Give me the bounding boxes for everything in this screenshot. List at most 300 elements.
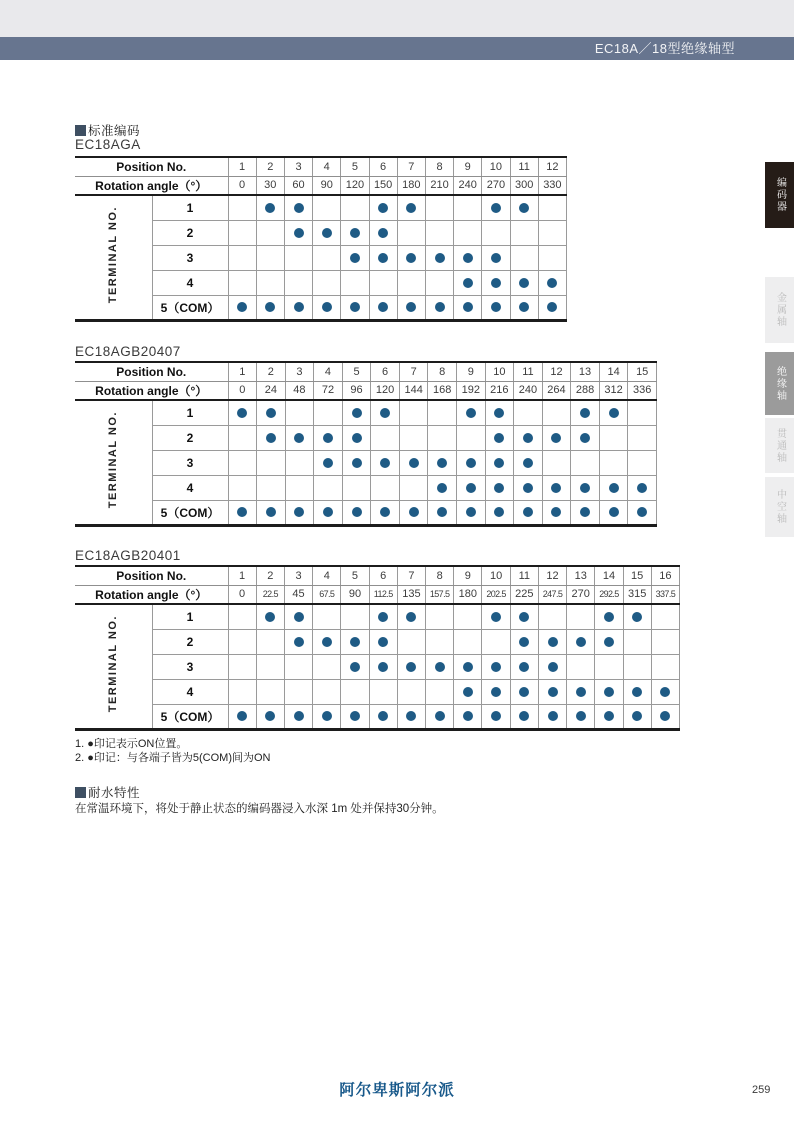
rotation-angle-row [75, 176, 567, 195]
rotation-angle-cell: 120 [371, 381, 400, 400]
dot-cell [369, 629, 397, 654]
dot-cell [342, 425, 371, 450]
rotation-angle-cell: 112.5 [369, 585, 397, 604]
on-dot-icon [491, 278, 501, 288]
on-dot-icon [548, 687, 558, 697]
on-dot-icon [294, 203, 304, 213]
on-dot-icon [548, 662, 558, 672]
dot-cell [426, 704, 454, 729]
table-title-ec18aga: EC18AGA [75, 137, 141, 152]
on-dot-icon [352, 408, 362, 418]
terminal-row [75, 704, 680, 729]
position-cell: 13 [567, 566, 595, 585]
on-dot-icon [294, 711, 304, 721]
terminal-no-header [75, 195, 152, 320]
dot-cell [457, 400, 486, 425]
dot-cell [256, 604, 284, 629]
rotation-angle-cell: 270 [567, 585, 595, 604]
footer-brand: 阿尔卑斯阿尔派 [339, 1082, 455, 1099]
on-dot-icon [378, 662, 388, 672]
on-dot-icon [437, 507, 447, 517]
dot-cell [428, 425, 457, 450]
position-cell: 2 [256, 157, 284, 176]
on-dot-icon [494, 408, 504, 418]
dot-cell [623, 704, 651, 729]
dot-cell [599, 425, 628, 450]
on-dot-icon [519, 278, 529, 288]
rotation-angle-cell: 90 [313, 176, 341, 195]
rotation-angle-cell: 96 [342, 381, 371, 400]
rotation-angle-cell: 330 [538, 176, 566, 195]
dot-cell [228, 679, 256, 704]
dot-cell [256, 220, 284, 245]
dot-cell [256, 245, 284, 270]
on-dot-icon [551, 483, 561, 493]
dot-cell [628, 500, 657, 525]
dot-cell [628, 450, 657, 475]
rotation-angle-cell: 225 [510, 585, 538, 604]
on-dot-icon [551, 507, 561, 517]
on-dot-icon [406, 711, 416, 721]
rotation-angle-cell: 22.5 [256, 585, 284, 604]
position-cell: 11 [510, 566, 538, 585]
on-dot-icon [632, 711, 642, 721]
rotation-angle-cell: 0 [228, 381, 257, 400]
on-dot-icon [350, 711, 360, 721]
on-dot-icon [609, 408, 619, 418]
position-cell: 11 [514, 362, 543, 381]
dot-cell [257, 475, 286, 500]
dot-cell [256, 195, 284, 220]
position-row [75, 566, 680, 585]
on-dot-icon [380, 458, 390, 468]
dot-cell [595, 679, 623, 704]
page-number: 259 [752, 1084, 771, 1096]
on-dot-icon [466, 458, 476, 468]
rotation-angle-cell: 210 [425, 176, 453, 195]
dot-cell [425, 245, 453, 270]
terminal-row [75, 400, 657, 425]
page-header-bar [0, 37, 794, 60]
on-dot-icon [580, 408, 590, 418]
dot-cell [256, 295, 284, 320]
dot-cell [538, 704, 566, 729]
on-dot-icon [491, 612, 501, 622]
position-cell: 2 [257, 362, 286, 381]
on-dot-icon [435, 302, 445, 312]
dot-cell [595, 654, 623, 679]
on-dot-icon [466, 408, 476, 418]
dot-cell [228, 629, 256, 654]
terminal-no-header [75, 400, 152, 525]
side-tab-metal-shaft [765, 277, 794, 343]
position-cell: 15 [623, 566, 651, 585]
section-title: 标准编码 [88, 124, 141, 138]
position-cell: 9 [454, 566, 482, 585]
on-dot-icon [265, 612, 275, 622]
side-tab-label: 中空轴 [774, 489, 786, 525]
dot-cell [284, 654, 312, 679]
dot-cell [228, 604, 256, 629]
dot-cell [454, 704, 482, 729]
dot-cell [595, 629, 623, 654]
on-dot-icon [406, 253, 416, 263]
position-cell: 11 [510, 157, 538, 176]
position-cell: 10 [482, 157, 510, 176]
position-cell: 16 [651, 566, 679, 585]
dot-cell [457, 475, 486, 500]
dot-cell [538, 295, 566, 320]
on-dot-icon [352, 458, 362, 468]
on-dot-icon [609, 507, 619, 517]
rotation-angle-cell: 45 [284, 585, 312, 604]
on-dot-icon [237, 302, 247, 312]
dot-cell [313, 220, 341, 245]
rotation-angle-cell: 202.5 [482, 585, 510, 604]
position-cell: 8 [428, 362, 457, 381]
terminal-no-text: TERMINAL NO. [107, 206, 120, 304]
dot-cell [514, 425, 543, 450]
dot-cell [542, 475, 571, 500]
on-dot-icon [237, 711, 247, 721]
on-dot-icon [466, 483, 476, 493]
dot-cell [651, 654, 679, 679]
dot-cell [485, 500, 514, 525]
rotation-angle-cell: 300 [510, 176, 538, 195]
position-cell: 3 [284, 566, 312, 585]
dot-cell [285, 425, 314, 450]
on-dot-icon [237, 408, 247, 418]
dot-cell [314, 475, 343, 500]
position-cell: 9 [454, 157, 482, 176]
rotation-angle-cell: 0 [228, 585, 256, 604]
rotation-angle-cell: 240 [514, 381, 543, 400]
dot-cell [567, 629, 595, 654]
dot-cell [228, 245, 256, 270]
dot-cell [454, 629, 482, 654]
on-dot-icon [523, 433, 533, 443]
on-dot-icon [266, 507, 276, 517]
dot-cell [313, 654, 341, 679]
terminal-number: 4 [152, 679, 228, 704]
on-position-table [75, 361, 657, 527]
dot-cell [341, 629, 369, 654]
dot-cell [482, 195, 510, 220]
on-dot-icon [494, 483, 504, 493]
rotation-angle-cell: 157.5 [426, 585, 454, 604]
position-label: Position No. [75, 566, 228, 585]
dot-cell [538, 679, 566, 704]
position-cell: 6 [371, 362, 400, 381]
dot-cell [454, 679, 482, 704]
dot-cell [313, 245, 341, 270]
dot-cell [369, 195, 397, 220]
dot-cell [454, 270, 482, 295]
dot-cell [397, 654, 425, 679]
on-dot-icon [491, 662, 501, 672]
terminal-row [75, 450, 657, 475]
dot-cell [510, 195, 538, 220]
position-cell: 5 [341, 566, 369, 585]
position-cell: 10 [485, 362, 514, 381]
dot-cell [510, 270, 538, 295]
position-cell: 13 [571, 362, 600, 381]
dot-cell [482, 604, 510, 629]
on-dot-icon [660, 711, 670, 721]
position-cell: 12 [542, 362, 571, 381]
terminal-number: 2 [152, 629, 228, 654]
position-cell: 4 [313, 566, 341, 585]
on-dot-icon [322, 302, 332, 312]
dot-cell [371, 425, 400, 450]
rotation-angle-cell: 240 [454, 176, 482, 195]
on-dot-icon [323, 507, 333, 517]
on-dot-icon [350, 253, 360, 263]
note-line: 2. ●印记：与各端子皆为5(COM)间为ON [75, 751, 271, 764]
dot-cell [397, 679, 425, 704]
rotation-angle-cell: 337.5 [651, 585, 679, 604]
dot-cell [482, 629, 510, 654]
on-dot-icon [463, 278, 473, 288]
dot-cell [510, 220, 538, 245]
dot-cell [482, 679, 510, 704]
dot-cell [228, 425, 257, 450]
dot-cell [538, 270, 566, 295]
on-dot-icon [350, 637, 360, 647]
dot-cell [482, 654, 510, 679]
on-dot-icon [523, 458, 533, 468]
dot-cell [538, 629, 566, 654]
dot-cell [623, 629, 651, 654]
dot-cell [599, 500, 628, 525]
on-dot-icon [437, 483, 447, 493]
position-cell: 10 [482, 566, 510, 585]
dot-cell [313, 704, 341, 729]
on-dot-icon [294, 302, 304, 312]
dot-cell [571, 475, 600, 500]
dot-cell [341, 270, 369, 295]
dot-cell [371, 475, 400, 500]
section-title: 耐水特性 [88, 786, 141, 800]
on-dot-icon [463, 687, 473, 697]
terminal-no-text: TERMINAL NO. [107, 615, 120, 713]
dot-cell [623, 679, 651, 704]
dot-cell [369, 295, 397, 320]
dot-cell [457, 500, 486, 525]
terminal-number: 5（COM） [152, 295, 228, 320]
on-dot-icon [519, 662, 529, 672]
position-cell: 12 [538, 157, 566, 176]
on-dot-icon [435, 253, 445, 263]
dot-cell [454, 604, 482, 629]
water-resistance-body: 在常温环境下，将处于静止状态的编码器浸入水深 1m 处并保持30分钟。 [75, 803, 444, 815]
on-dot-icon [491, 687, 501, 697]
dot-cell [397, 704, 425, 729]
position-cell: 5 [342, 362, 371, 381]
on-dot-icon [604, 637, 614, 647]
on-dot-icon [378, 228, 388, 238]
position-cell: 9 [457, 362, 486, 381]
dot-cell [228, 500, 257, 525]
on-dot-icon [406, 302, 416, 312]
rotation-angle-cell: 120 [341, 176, 369, 195]
on-dot-icon [378, 302, 388, 312]
dot-cell [510, 245, 538, 270]
on-dot-icon [604, 711, 614, 721]
rotation-angle-cell: 90 [341, 585, 369, 604]
dot-cell [228, 475, 257, 500]
on-dot-icon [435, 711, 445, 721]
rotation-angle-cell: 192 [457, 381, 486, 400]
dot-cell [314, 425, 343, 450]
position-cell: 6 [369, 566, 397, 585]
dot-cell [371, 400, 400, 425]
on-dot-icon [519, 612, 529, 622]
dot-cell [399, 425, 428, 450]
dot-cell [228, 654, 256, 679]
dot-cell [341, 295, 369, 320]
position-cell: 7 [399, 362, 428, 381]
on-dot-icon [632, 687, 642, 697]
on-dot-icon [323, 433, 333, 443]
position-label: Position No. [75, 157, 228, 176]
dot-cell [426, 604, 454, 629]
on-dot-icon [294, 612, 304, 622]
table-title-ec18agb20407: EC18AGB20407 [75, 344, 181, 359]
dot-cell [628, 400, 657, 425]
position-cell: 1 [228, 566, 256, 585]
side-tab-label: 贯通轴 [774, 427, 786, 464]
position-cell: 1 [228, 157, 256, 176]
dot-cell [369, 245, 397, 270]
position-cell: 4 [313, 157, 341, 176]
dot-cell [623, 654, 651, 679]
on-dot-icon [294, 433, 304, 443]
rotation-angle-cell: 135 [397, 585, 425, 604]
dot-cell [342, 450, 371, 475]
dot-cell [595, 604, 623, 629]
dot-cell [256, 629, 284, 654]
on-dot-icon [435, 662, 445, 672]
on-dot-icon [350, 228, 360, 238]
dot-cell [623, 604, 651, 629]
position-cell: 5 [341, 157, 369, 176]
on-dot-icon [548, 711, 558, 721]
dot-cell [425, 195, 453, 220]
dot-cell [538, 195, 566, 220]
page-header-title: EC18A／18型绝缘轴型 [594, 41, 735, 56]
on-dot-icon [352, 507, 362, 517]
dot-cell [285, 450, 314, 475]
dot-cell [342, 500, 371, 525]
dot-cell [428, 475, 457, 500]
dot-cell [285, 400, 314, 425]
on-dot-icon [547, 278, 557, 288]
rotation-angle-cell: 264 [542, 381, 571, 400]
rotation-angle-cell: 0 [228, 176, 256, 195]
rotation-angle-cell: 216 [485, 381, 514, 400]
dot-cell [567, 679, 595, 704]
note-line: 1. ●印记表示ON位置。 [75, 738, 188, 750]
dot-cell [397, 295, 425, 320]
dot-cell [482, 295, 510, 320]
dot-cell [228, 450, 257, 475]
dot-cell [399, 475, 428, 500]
rotation-angle-cell: 247.5 [538, 585, 566, 604]
terminal-row [75, 654, 680, 679]
side-tab-through-shaft [765, 418, 794, 473]
on-dot-icon [237, 507, 247, 517]
rotation-angle-label: Rotation angle（°） [75, 176, 228, 195]
dot-cell [284, 629, 312, 654]
position-label: Position No. [75, 362, 228, 381]
terminal-number: 4 [152, 475, 228, 500]
dot-cell [571, 400, 600, 425]
terminal-number: 1 [152, 400, 228, 425]
dot-cell [454, 195, 482, 220]
on-dot-icon [350, 662, 360, 672]
dot-cell [369, 654, 397, 679]
on-dot-icon [523, 507, 533, 517]
on-dot-icon [294, 637, 304, 647]
on-dot-icon [406, 203, 416, 213]
dot-cell [599, 450, 628, 475]
on-dot-icon [406, 612, 416, 622]
dot-cell [369, 604, 397, 629]
dot-cell [428, 500, 457, 525]
dot-cell [457, 425, 486, 450]
dot-cell [567, 704, 595, 729]
dot-cell [538, 245, 566, 270]
dot-cell [628, 475, 657, 500]
on-dot-icon [519, 203, 529, 213]
dot-cell [397, 629, 425, 654]
position-cell: 3 [284, 157, 312, 176]
dot-cell [482, 245, 510, 270]
on-position-table [75, 156, 567, 322]
on-dot-icon [463, 253, 473, 263]
dot-cell [426, 654, 454, 679]
on-dot-icon [637, 483, 647, 493]
dot-cell [342, 475, 371, 500]
on-dot-icon [609, 483, 619, 493]
terminal-number: 5（COM） [152, 704, 228, 729]
on-dot-icon [494, 507, 504, 517]
terminal-row [75, 629, 680, 654]
terminal-number: 1 [152, 604, 228, 629]
rotation-angle-cell: 144 [399, 381, 428, 400]
on-dot-icon [294, 507, 304, 517]
side-tab-hollow-shaft [765, 477, 794, 537]
dot-cell [514, 400, 543, 425]
on-dot-icon [548, 637, 558, 647]
on-dot-icon [380, 408, 390, 418]
dot-cell [510, 604, 538, 629]
dot-cell [482, 270, 510, 295]
side-tab-label: 编码器 [774, 177, 786, 213]
dot-cell [457, 450, 486, 475]
dot-cell [256, 654, 284, 679]
on-dot-icon [409, 458, 419, 468]
on-dot-icon [491, 302, 501, 312]
on-dot-icon [437, 458, 447, 468]
dot-cell [314, 450, 343, 475]
on-dot-icon [406, 662, 416, 672]
on-dot-icon [378, 203, 388, 213]
on-dot-icon [519, 687, 529, 697]
dot-cell [428, 400, 457, 425]
on-dot-icon [322, 637, 332, 647]
